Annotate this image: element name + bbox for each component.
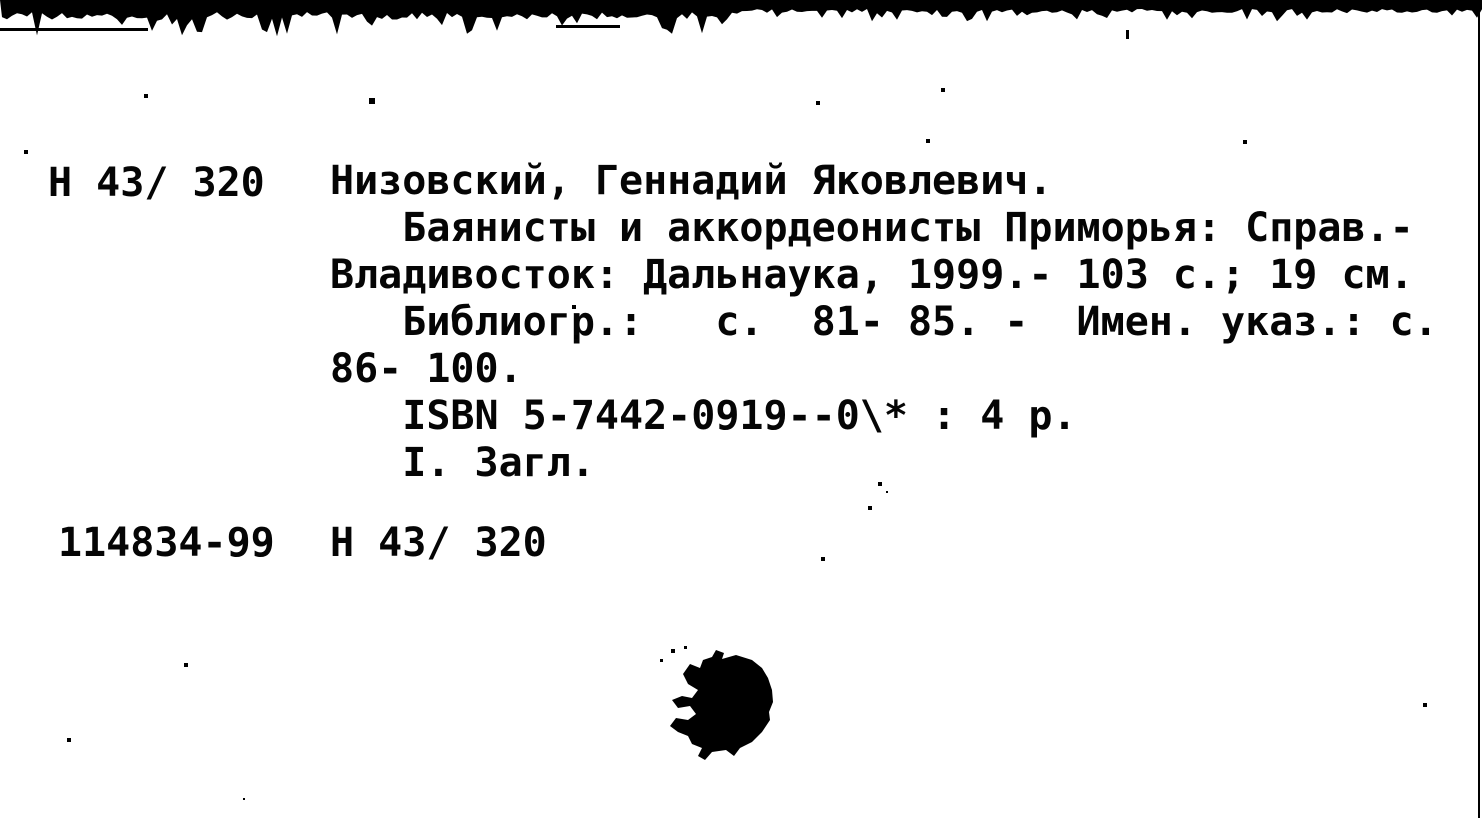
imprint-line: Владивосток: Дальнаука, 1999.- 103 с.; 19 см.	[330, 252, 1414, 298]
title-line: Баянисты и аккордеонисты Приморья: Справ.-	[330, 205, 1414, 251]
card-right-edge-line	[1478, 6, 1480, 818]
isbn-line: ISBN 5-7442-0919--0\* : 4 р.	[330, 393, 1077, 439]
footer-call-number: Н 43/ 320	[330, 520, 547, 566]
card-body	[330, 158, 1438, 487]
tracing-line: I. Загл.	[330, 440, 595, 486]
torn-top-edge	[0, 0, 1482, 42]
author-line: Низовский, Геннадий Яковлевич.	[330, 158, 1053, 204]
bibliography-cont-line: 86- 100.	[330, 346, 523, 392]
bibliography-line: Библиогр.: с. 81- 85. - Имен. указ.: с.	[330, 299, 1438, 345]
call-number: Н 43/ 320	[48, 160, 265, 206]
accession-number: 114834-99	[58, 520, 275, 566]
accession-line	[0, 520, 1482, 567]
scan-noise-specks	[0, 0, 2, 2]
